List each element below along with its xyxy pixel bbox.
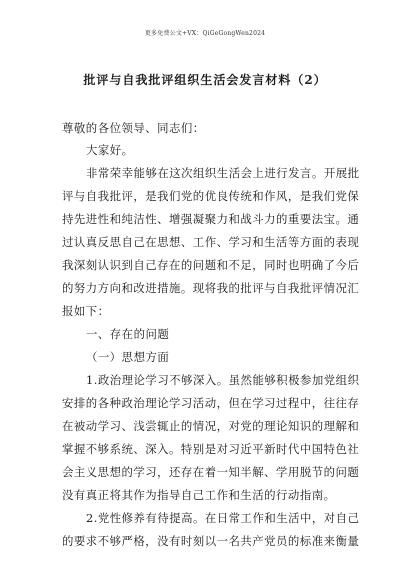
item1-line: 掌握不够系统、深入。特别是对习近平新时代中国特色社: [62, 442, 360, 456]
header-note: 更多免费公文+VX：QiGeGongWen2024: [144, 30, 266, 37]
subsection-heading: （一）思想方面: [86, 350, 170, 364]
intro-line: 非常荣幸能够在这次组织生活会上进行发言。开展批: [86, 166, 360, 180]
intro-line: 持先进性和纯洁性、增强凝聚力和战斗力的重要法宝。通: [62, 212, 360, 226]
section-heading: 一、存在的问题: [86, 327, 170, 341]
document-title: 批评与自我批评组织生活会发言材料（2）: [83, 73, 327, 87]
item1-line: 安排的各种政治理论学习活动，但在学习过程中，往往存: [62, 396, 360, 410]
item1-line: 在被动学习、浅尝辄止的情况，对党的理论知识的理解和: [62, 419, 360, 433]
intro-line: 评与自我批评，是我们党的优良传统和作风，是我们党保: [62, 189, 360, 203]
item1-line: 1.政治理论学习不够深入。虽然能够积极参加党组织: [86, 373, 360, 387]
item1-line: 没有真正将其作为指导自己工作和生活的行动指南。: [62, 488, 336, 502]
greeting: 大家好。: [86, 143, 134, 157]
salutation: 尊敬的各位领导、同志们：: [62, 121, 205, 135]
item2-line: 的要求不够严格，没有时刻以一名共产党员的标准来衡量: [62, 534, 360, 548]
intro-line: 过认真反思自己在思想、工作、学习和生活等方面的表现: [62, 235, 360, 249]
intro-line: 报如下：: [62, 304, 110, 318]
item2-line: 2.党性修养有待提高。在日常工作和生活中，对自己: [86, 511, 360, 525]
intro-line: 我深刻认识到自己存在的问题和不足，同时也明确了今后: [62, 258, 360, 272]
item1-line: 会主义思想的学习，还存在着一知半解、学用脱节的问题: [62, 465, 360, 479]
intro-line: 的努力方向和改进措施。现将我的批评与自我批评情况汇: [62, 281, 360, 295]
